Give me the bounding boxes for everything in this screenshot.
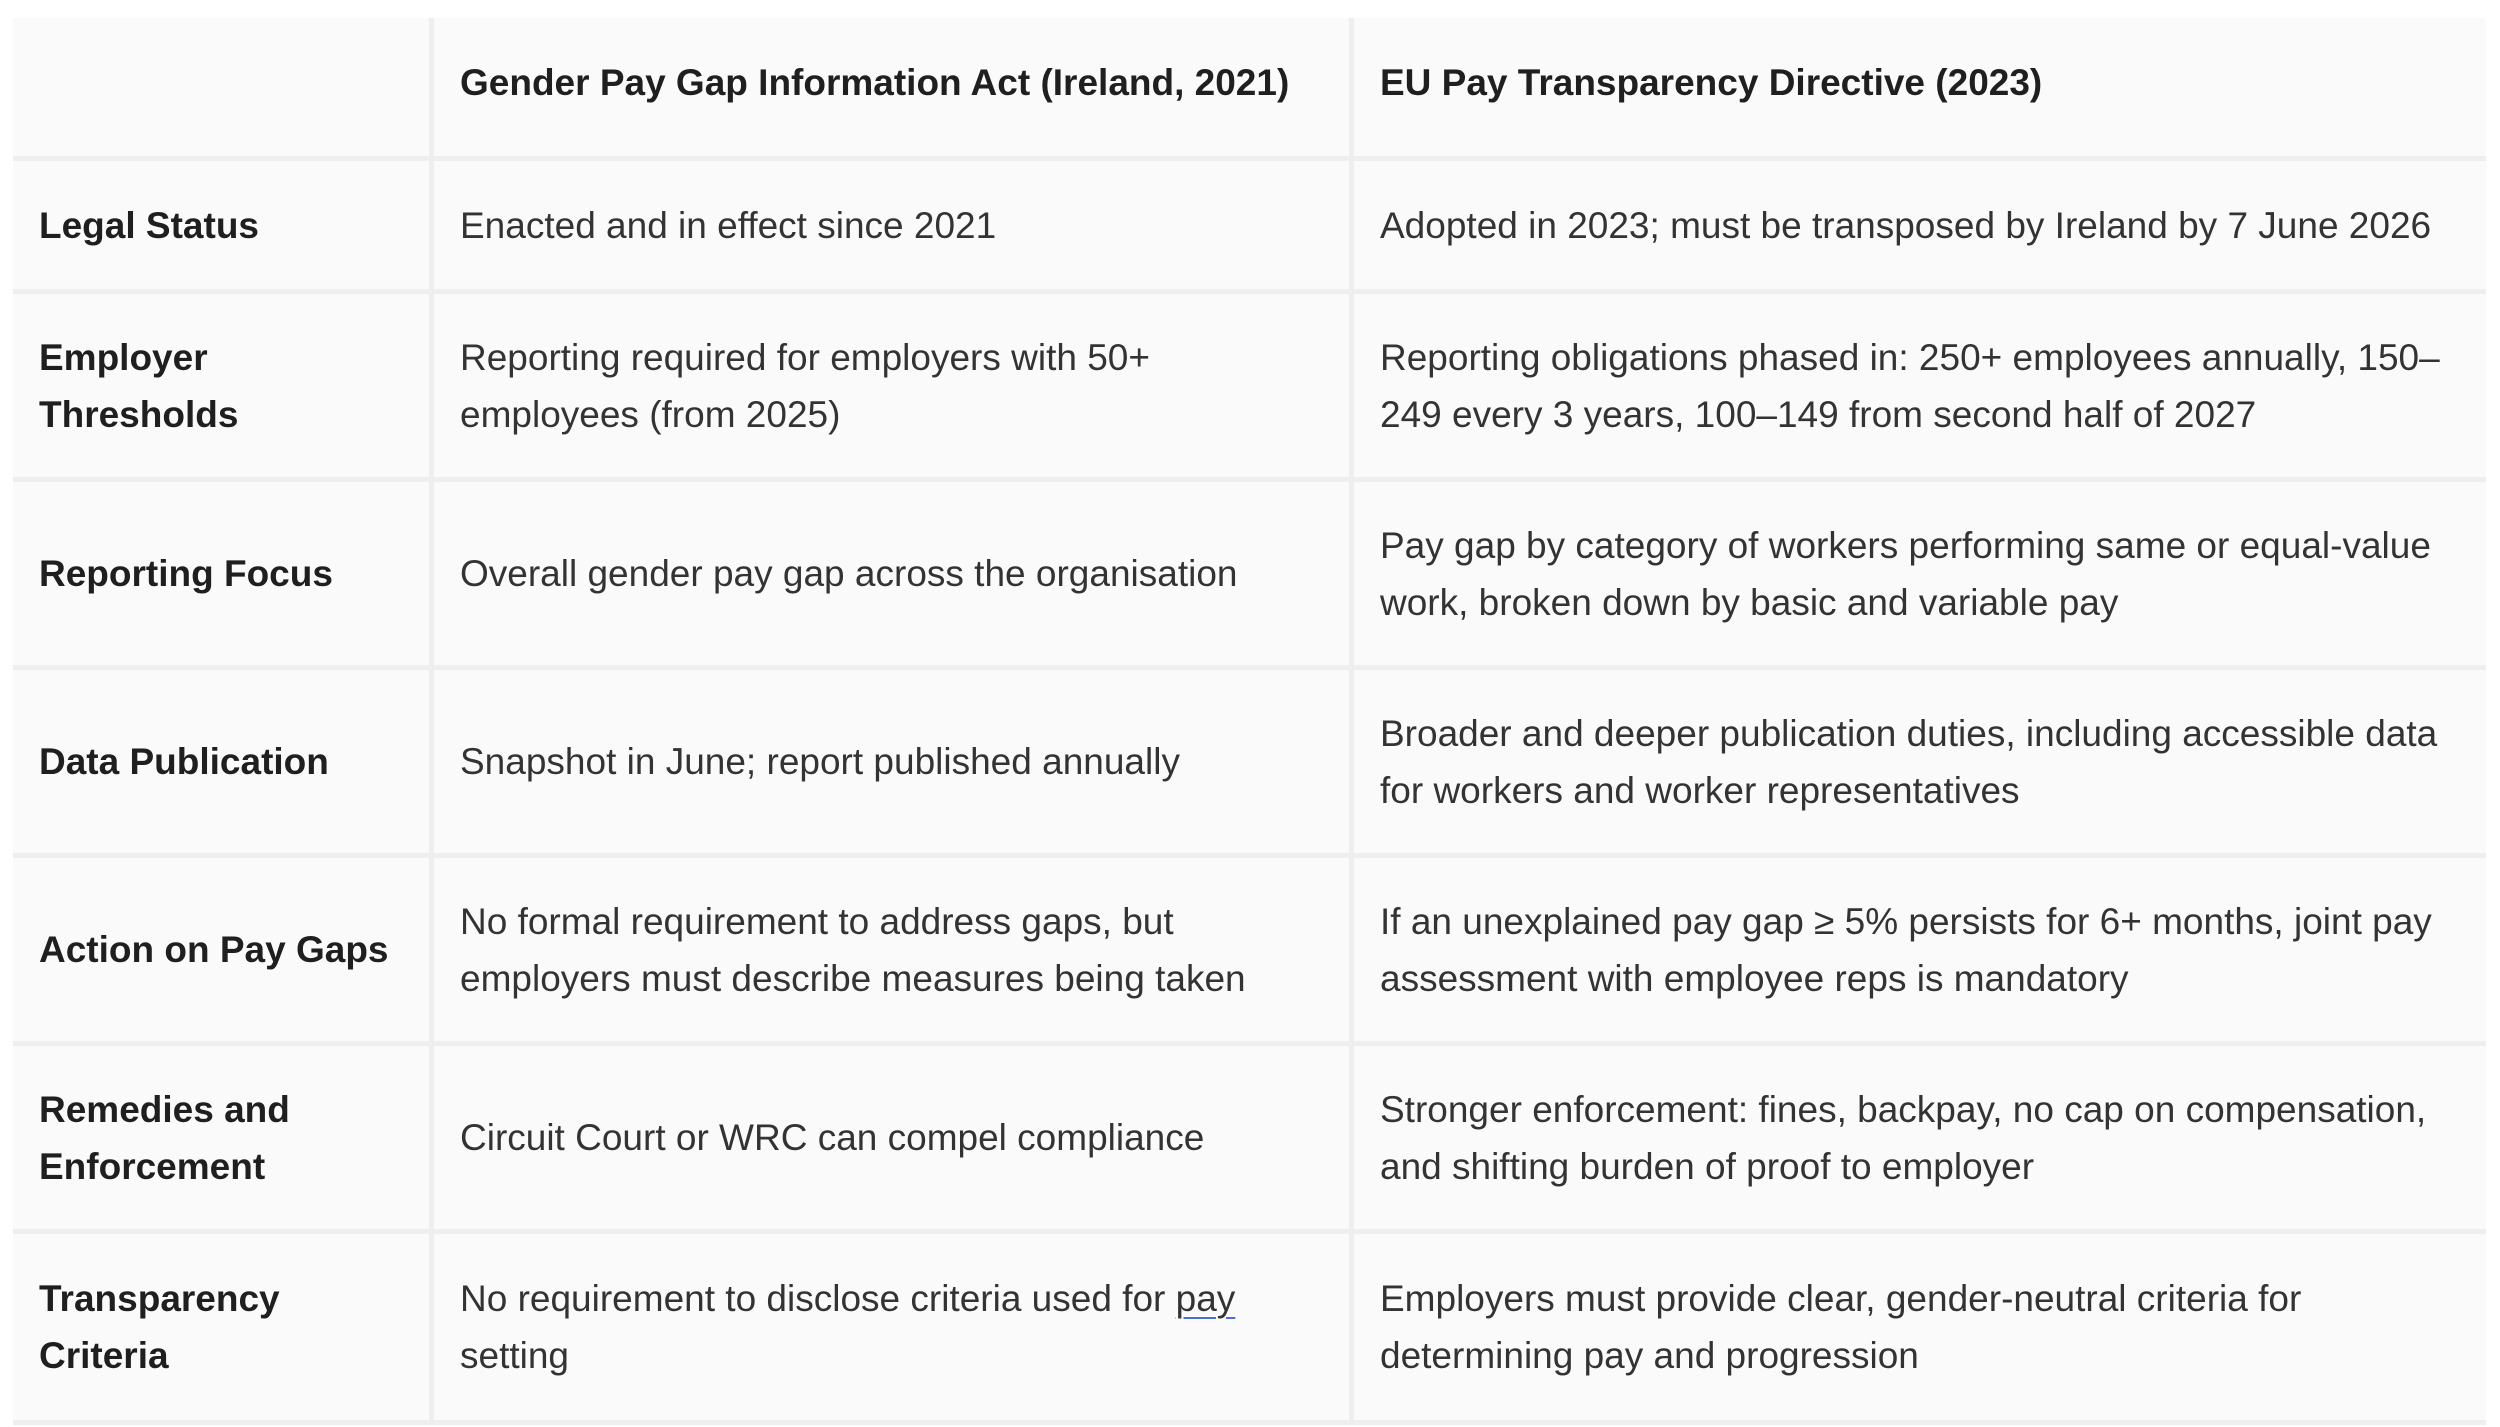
table-row — [13, 161, 2486, 294]
row-label: Transparency Criteria — [13, 1234, 434, 1425]
eu-cell: Stronger enforcement: fines, backpay, no cap on compensation, and shifting burden of proof to employer — [1354, 1046, 2486, 1234]
row-label: Legal Status — [13, 161, 434, 294]
table-row — [13, 482, 2486, 670]
eu-cell: If an unexplained pay gap ≥ 5% persists for 6+ months, joint pay assessment with employee reps is mandatory — [1354, 858, 2486, 1046]
eu-cell: Employers must provide clear, gender-neutral criteria for determining pay and progression — [1354, 1234, 2486, 1425]
table-row — [13, 858, 2486, 1046]
table-row — [13, 1234, 2486, 1425]
ireland-cell: Snapshot in June; report published annually — [434, 670, 1354, 858]
ireland-cell: Overall gender pay gap across the organisation — [434, 482, 1354, 670]
ireland-cell: Reporting required for employers with 50+ employees (from 2025) — [434, 294, 1354, 482]
row-label: Reporting Focus — [13, 482, 434, 670]
eu-cell: Broader and deeper publication duties, including accessible data for workers and worker representatives — [1354, 670, 2486, 858]
eu-cell: Pay gap by category of workers performing same or equal-value work, broken down by basic and variable pay — [1354, 482, 2486, 670]
ireland-cell-text-end: setting — [460, 1335, 570, 1376]
table-header-row — [13, 18, 2486, 161]
table-row — [13, 1046, 2486, 1234]
ireland-cell: Circuit Court or WRC can compel compliance — [434, 1046, 1354, 1234]
row-label: Remedies and Enforcement — [13, 1046, 434, 1234]
table-row — [13, 670, 2486, 858]
eu-cell: Reporting obligations phased in: 250+ employees annually, 150–249 every 3 years, 100–149 from second half of 2027 — [1354, 294, 2486, 482]
comparison-table — [13, 18, 2486, 1425]
row-label: Data Publication — [13, 670, 434, 858]
row-label: Employer Thresholds — [13, 294, 434, 482]
spellcheck-underlined-word[interactable]: pay — [1175, 1278, 1236, 1319]
row-label: Action on Pay Gaps — [13, 858, 434, 1046]
header-ireland-act: Gender Pay Gap Information Act (Ireland, 2021) — [434, 18, 1354, 161]
ireland-cell — [434, 1234, 1354, 1425]
ireland-cell: No formal requirement to address gaps, but employers must describe measures being taken — [434, 858, 1354, 1046]
header-eu-directive: EU Pay Transparency Directive (2023) — [1354, 18, 2486, 161]
ireland-cell: Enacted and in effect since 2021 — [434, 161, 1354, 294]
corner-cell — [13, 18, 434, 161]
ireland-cell-text-start: No requirement to disclose criteria used for — [460, 1278, 1176, 1319]
eu-cell: Adopted in 2023; must be transposed by Ireland by 7 June 2026 — [1354, 161, 2486, 294]
table-row — [13, 294, 2486, 482]
